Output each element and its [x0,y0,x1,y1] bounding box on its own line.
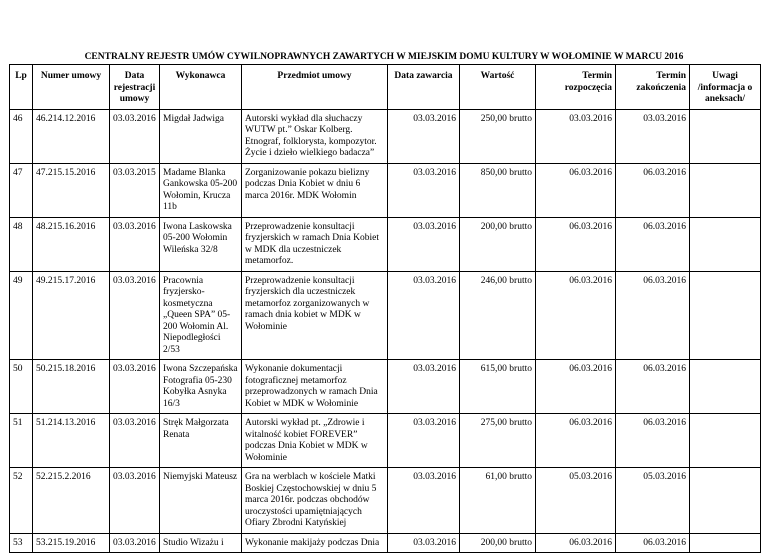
cell-start-date: 06.03.2016 [536,533,616,553]
cell-value: 200,00 brutto [460,533,536,553]
cell-end-date: 06.03.2016 [616,533,690,553]
header-row [10,65,761,110]
table-row [10,109,761,163]
cell-start-date: 03.03.2016 [536,109,616,163]
cell-value: 275,00 brutto [460,414,536,468]
header-contractor: Wykonawca [160,65,242,110]
header-subject: Przedmiot umowy [242,65,388,110]
cell-subject: Przeprowadzenie konsultacji fryzjerskich w ramach Dnia Kobiet w MDK dla uczestniczek metamorfoz. [242,217,388,271]
cell-start-date: 06.03.2016 [536,163,616,217]
cell-end-date: 05.03.2016 [616,468,690,534]
cell-registration-date: 03.03.2016 [110,109,160,163]
table-row [10,414,761,468]
cell-contract-number: 47.215.15.2016 [33,163,110,217]
header-conclusion-date: Data zawarcia [388,65,460,110]
cell-subject: Wykonanie dokumentacji fotograficznej metamorfoz przeprowadzonych w ramach Dnia Kobiet w MDK w Wołominie [242,360,388,414]
cell-contract-number: 53.215.19.2016 [33,533,110,553]
cell-lp: 51 [10,414,33,468]
cell-contract-number: 48.215.16.2016 [33,217,110,271]
cell-start-date: 06.03.2016 [536,360,616,414]
cell-contract-number: 50.215.18.2016 [33,360,110,414]
contracts-table [9,64,761,553]
cell-value: 246,00 brutto [460,271,536,360]
cell-registration-date: 03.03.2016 [110,468,160,534]
cell-contractor: Migdał Jadwiga [160,109,242,163]
cell-contractor: Iwona Szczepańska Fotografia 05-230 Kobyłka Asnyka 16/3 [160,360,242,414]
cell-conclusion-date: 03.03.2016 [388,109,460,163]
cell-contractor: Madame Blanka Gankowska 05-200 Wołomin, Krucza 11b [160,163,242,217]
cell-end-date: 03.03.2016 [616,109,690,163]
cell-conclusion-date: 03.03.2016 [388,163,460,217]
cell-conclusion-date: 03.03.2016 [388,533,460,553]
cell-end-date: 06.03.2016 [616,271,690,360]
cell-notes [690,468,761,534]
cell-lp: 47 [10,163,33,217]
cell-lp: 46 [10,109,33,163]
cell-value: 200,00 brutto [460,217,536,271]
cell-notes [690,163,761,217]
table-row [10,468,761,534]
header-registration-date: Data rejestracji umowy [110,65,160,110]
cell-registration-date: 03.03.2016 [110,414,160,468]
cell-contract-number: 46.214.12.2016 [33,109,110,163]
header-end-date: Termin zakończenia [616,65,690,110]
cell-end-date: 06.03.2016 [616,360,690,414]
cell-notes [690,217,761,271]
cell-contract-number: 49.215.17.2016 [33,271,110,360]
cell-registration-date: 03.03.2015 [110,163,160,217]
cell-notes [690,414,761,468]
cell-start-date: 06.03.2016 [536,217,616,271]
cell-contractor: Stręk Małgorzata Renata [160,414,242,468]
cell-value: 61,00 brutto [460,468,536,534]
header-value: Wartość [460,65,536,110]
cell-notes [690,360,761,414]
cell-conclusion-date: 03.03.2016 [388,360,460,414]
cell-lp: 52 [10,468,33,534]
cell-notes [690,109,761,163]
header-start-date: Termin rozpoczęcia [536,65,616,110]
cell-end-date: 06.03.2016 [616,163,690,217]
cell-value: 250,00 brutto [460,109,536,163]
cell-notes [690,271,761,360]
cell-subject: Przeprowadzenie konsultacji fryzjerskich dla uczestniczek metamorfoz zorganizowanych w ramach dnia kobiet w MDK w Wołominie [242,271,388,360]
cell-start-date: 06.03.2016 [536,271,616,360]
cell-contractor: Iwona Laskowska 05-200 Wołomin Wileńska 32/8 [160,217,242,271]
cell-lp: 50 [10,360,33,414]
cell-lp: 49 [10,271,33,360]
cell-end-date: 06.03.2016 [616,414,690,468]
cell-lp: 48 [10,217,33,271]
header-lp: Lp [10,65,33,110]
cell-contractor: Niemyjski Mateusz [160,468,242,534]
cell-conclusion-date: 03.03.2016 [388,414,460,468]
cell-subject: Autorski wykład dla słuchaczy WUTW pt.” Oskar Kolberg. Etnograf, folklorysta, kompozytor. Życie i dzieło wielkiego badacza” [242,109,388,163]
cell-lp: 53 [10,533,33,553]
cell-subject: Autorski wykład pt. „Zdrowie i witalność kobiet FOREVER” podczas Dnia Kobiet w MDK w Wołominie [242,414,388,468]
cell-value: 615,00 brutto [460,360,536,414]
cell-conclusion-date: 03.03.2016 [388,468,460,534]
cell-end-date: 06.03.2016 [616,217,690,271]
cell-subject: Wykonanie makijaży podczas Dnia [242,533,388,553]
cell-registration-date: 03.03.2016 [110,271,160,360]
cell-conclusion-date: 03.03.2016 [388,217,460,271]
cell-contract-number: 52.215.2.2016 [33,468,110,534]
table-row [10,360,761,414]
cell-start-date: 05.03.2016 [536,468,616,534]
cell-contractor: Pracownia fryzjersko-kosmetyczna „Queen SPA” 05-200 Wołomin Al. Niepodległości 2/53 [160,271,242,360]
cell-contractor: Studio Wizażu i [160,533,242,553]
cell-registration-date: 03.03.2016 [110,217,160,271]
document-title: CENTRALNY REJESTR UMÓW CYWILNOPRAWNYCH ZAWARTYCH W MIEJSKIM DOMU KULTURY W WOŁOMINIE W MARCU 2016 [84,52,684,62]
cell-subject: Zorganizowanie pokazu bielizny podczas Dnia Kobiet w dniu 6 marca 2016r. MDK Wołomin [242,163,388,217]
cell-contract-number: 51.214.13.2016 [33,414,110,468]
cell-subject: Gra na werblach w kościele Matki Boskiej Częstochowskiej w dniu 5 marca 2016r. podczas obchodów uroczystości upamiętniających Ofiary Zbrodni Katyńskiej [242,468,388,534]
cell-start-date: 06.03.2016 [536,414,616,468]
header-notes: Uwagi /informacja o aneksach/ [690,65,761,110]
table-row [10,217,761,271]
header-contract-number: Numer umowy [33,65,110,110]
cell-registration-date: 03.03.2016 [110,533,160,553]
table-row [10,163,761,217]
cell-conclusion-date: 03.03.2016 [388,271,460,360]
cell-registration-date: 03.03.2016 [110,360,160,414]
table-row [10,271,761,360]
cell-value: 850,00 brutto [460,163,536,217]
